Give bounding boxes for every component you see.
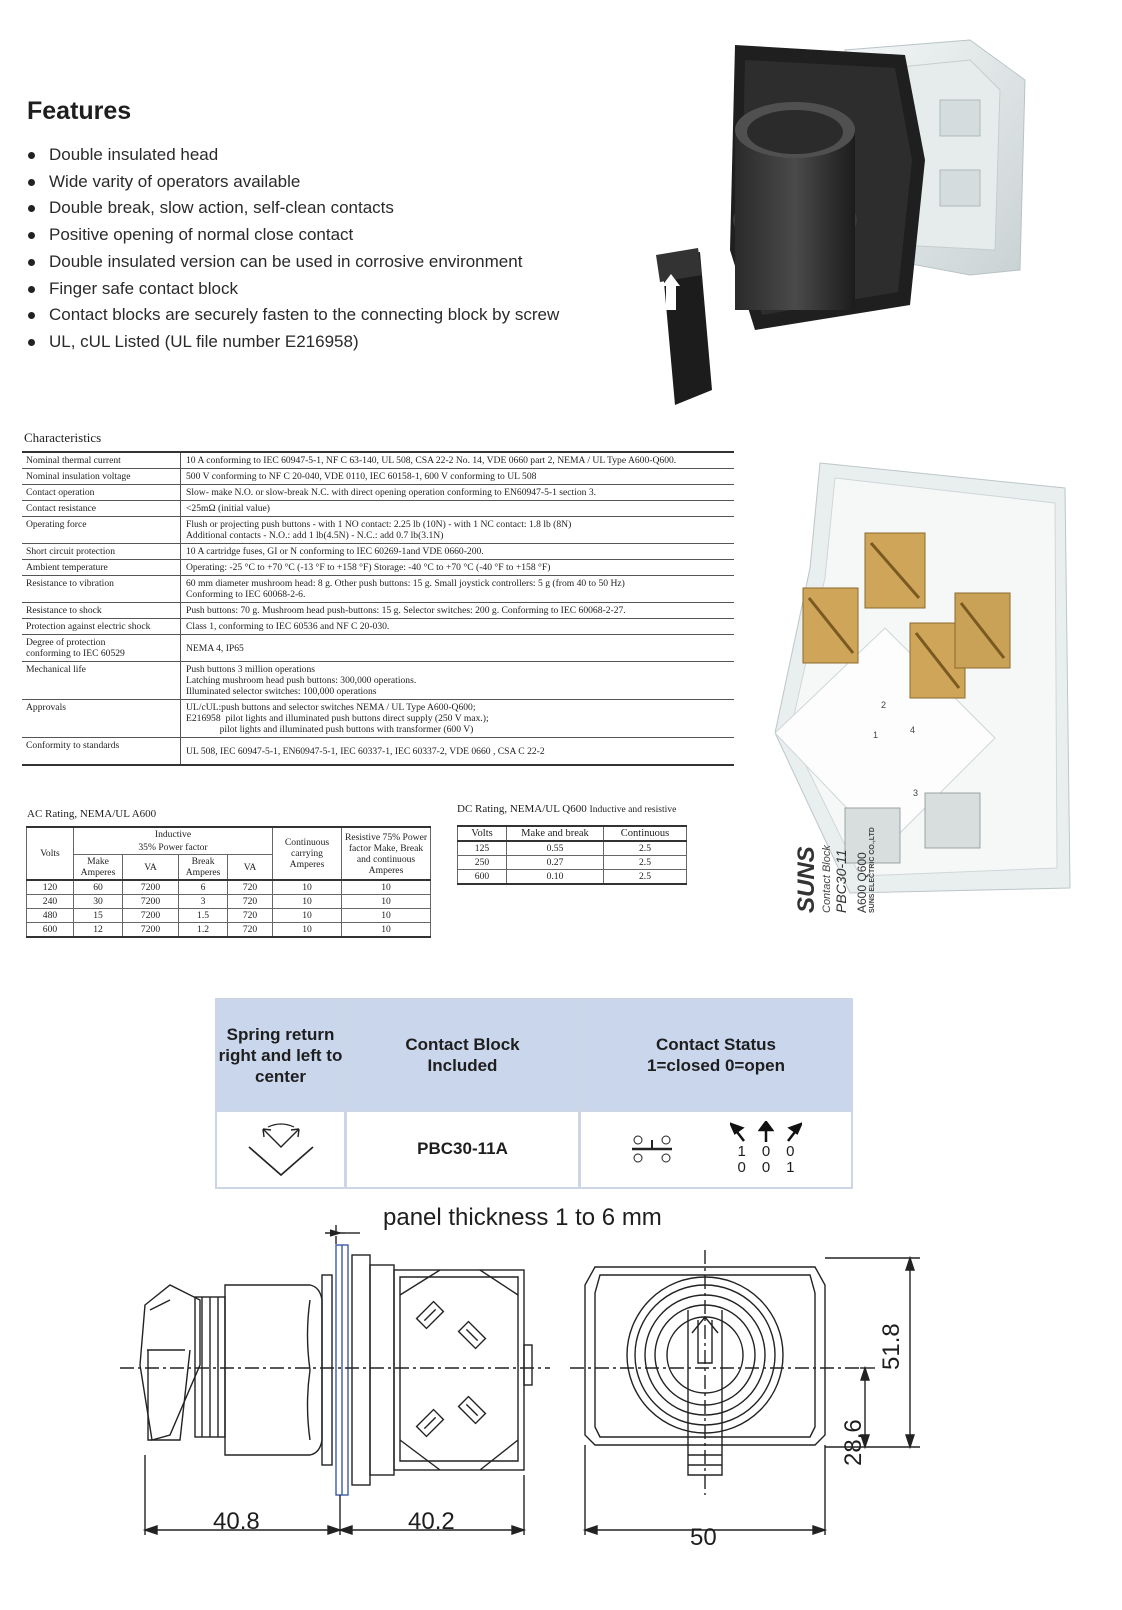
table-row (458, 870, 687, 885)
selector-switch-photo (640, 20, 1040, 430)
features-title: Features (27, 97, 132, 125)
cell: 1.2 (179, 923, 228, 938)
cell: 10 (273, 909, 342, 923)
cell: 600 (458, 870, 507, 885)
char-value: 10 A conforming to IEC 60947-5-1, NF C 63-140, UL 508, CSA 22-2 No. 14, VDE 0660 part 2, NEMA / UL Type A600-Q600. (181, 452, 735, 469)
cell: 0.10 (507, 870, 604, 885)
cell: 1.5 (179, 909, 228, 923)
status-value: 1 (737, 1143, 746, 1160)
column-header: Continuous carrying Amperes (273, 827, 342, 880)
table-row (22, 738, 734, 766)
feature-item: Double break, slow action, self-clean contacts (27, 195, 559, 222)
column-header: Volts (458, 826, 507, 841)
feature-item: Wide varity of operators available (27, 169, 559, 196)
table-row (22, 619, 734, 635)
column-header: Resistive 75% Power factor Make, Break and continuous Amperes (342, 827, 431, 880)
column-header: Make Amperes (74, 855, 123, 881)
spring-return-symbol-icon (241, 1119, 321, 1179)
arrow-center-position-icon (758, 1121, 774, 1143)
char-value: UL 508, IEC 60947-5-1, EN60947-5-1, IEC 60337-1, IEC 60337-2, VDE 0660 , CSA C 22-2 (181, 738, 735, 766)
char-value: <25mΩ (initial value) (181, 501, 735, 517)
cell: 2.5 (604, 856, 687, 870)
cell: 720 (228, 909, 273, 923)
feature-item: Positive opening of normal close contact (27, 222, 559, 249)
position-arrows (730, 1121, 802, 1143)
char-value: UL/cUL:push buttons and selector switches NEMA / UL Type A600-Q600; E216958 pilot lights and illuminated push buttons direct supply (250 V max.); pilot lights and illuminated push buttons with transformer (600 V) (181, 700, 735, 738)
cell: 10 (342, 895, 431, 909)
terminal-number: 3 (913, 788, 919, 798)
table-row (22, 603, 734, 619)
table-header-row (458, 826, 687, 841)
char-key: Resistance to shock (22, 603, 181, 619)
brand-logo: SUNS (793, 846, 820, 913)
cell: 12 (74, 923, 123, 938)
position-columns (730, 1121, 802, 1176)
column-header: VA (123, 855, 179, 881)
char-key: Short circuit protection (22, 544, 181, 560)
dc-rating-table (457, 825, 687, 885)
char-value: Push buttons 3 million operations Latching mushroom head push buttons: 300,000 operations. Illuminated selector switches: 100,000 operations (181, 662, 735, 700)
features-list (27, 142, 559, 356)
column-header: Break Amperes (179, 855, 228, 881)
char-key: Degree of protection conforming to IEC 60529 (22, 635, 181, 662)
cell: 30 (74, 895, 123, 909)
cell: 6 (179, 880, 228, 895)
table-row (22, 662, 734, 700)
cell: 0.55 (507, 841, 604, 856)
char-key: Mechanical life (22, 662, 181, 700)
column-header: Volts (27, 827, 74, 880)
table-row (22, 544, 734, 560)
dimension-right-width: 40.2 (408, 1508, 455, 1535)
operator-cell (217, 1112, 344, 1185)
cell: 240 (27, 895, 74, 909)
cell: 7200 (123, 895, 179, 909)
table-row (22, 576, 734, 603)
table-row (458, 841, 687, 856)
ac-rating-title: AC Rating, NEMA/UL A600 (27, 808, 157, 820)
characteristics-title: Characteristics (24, 430, 102, 445)
dimension-drawing (100, 1225, 1100, 1610)
status-value: 0 (786, 1143, 795, 1160)
status-value: 1 (786, 1159, 795, 1176)
char-key: Resistance to vibration (22, 576, 181, 603)
table-row (27, 923, 431, 938)
cell: 480 (27, 909, 74, 923)
cell: 10 (273, 923, 342, 938)
char-value: Class 1, conforming to IEC 60536 and NF C 20-030. (181, 619, 735, 635)
char-key: Conformity to standards (22, 738, 181, 766)
column-header: VA (228, 855, 273, 881)
feature-item: Double insulated version can be used in corrosive environment (27, 249, 559, 276)
feature-item: Finger safe contact block (27, 276, 559, 303)
table-row (22, 635, 734, 662)
arrow-right-position-icon (786, 1121, 802, 1143)
table-row (22, 560, 734, 576)
cell: 7200 (123, 923, 179, 938)
ac-rating-table (26, 826, 431, 938)
status-value: 0 (761, 1159, 771, 1176)
cell: 10 (342, 909, 431, 923)
char-key: Protection against electric shock (22, 619, 181, 635)
dimension-height-total: 51.8 (878, 1323, 905, 1370)
characteristics-table (22, 451, 734, 766)
status-value: 0 (761, 1143, 771, 1160)
dimension-front-width: 50 (690, 1524, 717, 1551)
feature-item: UL, cUL Listed (UL file number E216958) (27, 329, 559, 356)
contact-status-table (215, 998, 853, 1189)
cell: 720 (228, 895, 273, 909)
feature-item: Double insulated head (27, 142, 559, 169)
column-header: Continuous (604, 826, 687, 841)
cell: 3 (179, 895, 228, 909)
terminal-screw (865, 533, 925, 608)
table-row (27, 909, 431, 923)
contact-symbol-icon (630, 1132, 680, 1166)
contact-block-label (793, 683, 923, 913)
dc-rating-title-text: DC Rating, NEMA/UL Q600 (457, 803, 587, 815)
cell: 250 (458, 856, 507, 870)
cell: 2.5 (604, 870, 687, 885)
cell: 15 (74, 909, 123, 923)
block-rating: A600 Q600 (855, 852, 869, 913)
table-row (27, 895, 431, 909)
contact-block-model: PBC30-11A (347, 1112, 578, 1185)
char-key: Ambient temperature (22, 560, 181, 576)
cell: 0.27 (507, 856, 604, 870)
char-value: Slow- make N.O. or slow-break N.C. with direct opening operation conforming to EN60947-5-1 section 3. (181, 485, 735, 501)
table-row (22, 469, 734, 485)
terminal-number: 4 (910, 725, 916, 735)
block-model: PBC30-11 (833, 849, 849, 913)
char-key: Operating force (22, 517, 181, 544)
block-label: Contact Block (821, 845, 833, 913)
dimension-left-width: 40.8 (213, 1508, 260, 1535)
cell: 7200 (123, 880, 179, 895)
char-value: 60 mm diameter mushroom head: 8 g. Other push buttons: 15 g. Small joystick controllers: 5 g (from 40 to 50 Hz) Conforming to IEC 60068-2-6. (181, 576, 735, 603)
status-row (737, 1160, 794, 1176)
cell: 120 (27, 880, 74, 895)
char-value: NEMA 4, IP65 (181, 635, 735, 662)
char-value: Flush or projecting push buttons - with 1 NO contact: 2.25 lb (10N) - with 1 NC contact: 1.8 lb (8N) Additional contacts - N.O.: add 1 lb(4.5N) - N.C.: add 0.7 lb(3.1N) (181, 517, 735, 544)
char-value: Operating: -25 °C to +70 °C (-13 °F to +158 °F) Storage: -40 °C to +70 °C (-40 °F to +158 °F) (181, 560, 735, 576)
contact-status-header: Contact Status 1=closed 0=open (581, 1000, 851, 1110)
column-header: Make and break (507, 826, 604, 841)
cell: 60 (74, 880, 123, 895)
dc-rating-subtitle: Inductive and resistive (589, 804, 677, 815)
block-maker: SUNS ELECTRIC CO.,LTD (869, 827, 876, 913)
terminal-number: 2 (881, 700, 887, 710)
char-value: 500 V conforming to NF C 20-040, VDE 0110, IEC 60158-1, 600 V conforming to UL 508 (181, 469, 735, 485)
table-row (27, 880, 431, 895)
char-value: Push buttons: 70 g. Mushroom head push-buttons: 15 g. Selector switches: 200 g. Conforming to IEC 60068-2-27. (181, 603, 735, 619)
char-key: Nominal thermal current (22, 452, 181, 469)
cell: 600 (27, 923, 74, 938)
cell: 10 (342, 923, 431, 938)
panel-thickness-label: panel thickness 1 to 6 mm (383, 1204, 662, 1231)
terminal-screw (955, 593, 1010, 668)
cell: 10 (342, 880, 431, 895)
contact-status-cell (581, 1112, 851, 1185)
operator-header: Spring return right and left to center (217, 1000, 344, 1110)
table-row (22, 700, 734, 738)
status-value: 0 (737, 1159, 746, 1176)
char-key: Contact resistance (22, 501, 181, 517)
cell: 720 (228, 923, 273, 938)
table-row (22, 517, 734, 544)
column-header: Inductive (74, 827, 273, 841)
feature-item: Contact blocks are securely fasten to the connecting block by screw (27, 302, 559, 329)
terminal-screw (803, 588, 858, 663)
table-row (22, 501, 734, 517)
char-key: Nominal insulation voltage (22, 469, 181, 485)
table-row (458, 856, 687, 870)
table-row (22, 452, 734, 469)
cell: 7200 (123, 909, 179, 923)
arrow-left-position-icon (730, 1121, 746, 1143)
cell: 2.5 (604, 841, 687, 856)
contact-block-photo (765, 448, 1080, 913)
char-key: Contact operation (22, 485, 181, 501)
table-header-row (27, 827, 431, 841)
table-row (22, 485, 734, 501)
dc-rating-title (457, 803, 676, 815)
column-header: 35% Power factor (74, 841, 273, 855)
cell: 125 (458, 841, 507, 856)
contact-block-header: Contact Block Included (347, 1000, 578, 1110)
terminal-number: 1 (873, 730, 879, 740)
char-key: Approvals (22, 700, 181, 738)
cell: 720 (228, 880, 273, 895)
char-value: 10 A cartridge fuses, GI or N conforming to IEC 60269-1and VDE 0660-200. (181, 544, 735, 560)
cell: 10 (273, 880, 342, 895)
cell: 10 (273, 895, 342, 909)
status-row (737, 1144, 794, 1160)
dimension-height-center: 28.6 (840, 1419, 867, 1466)
terminal-screw (925, 793, 980, 848)
